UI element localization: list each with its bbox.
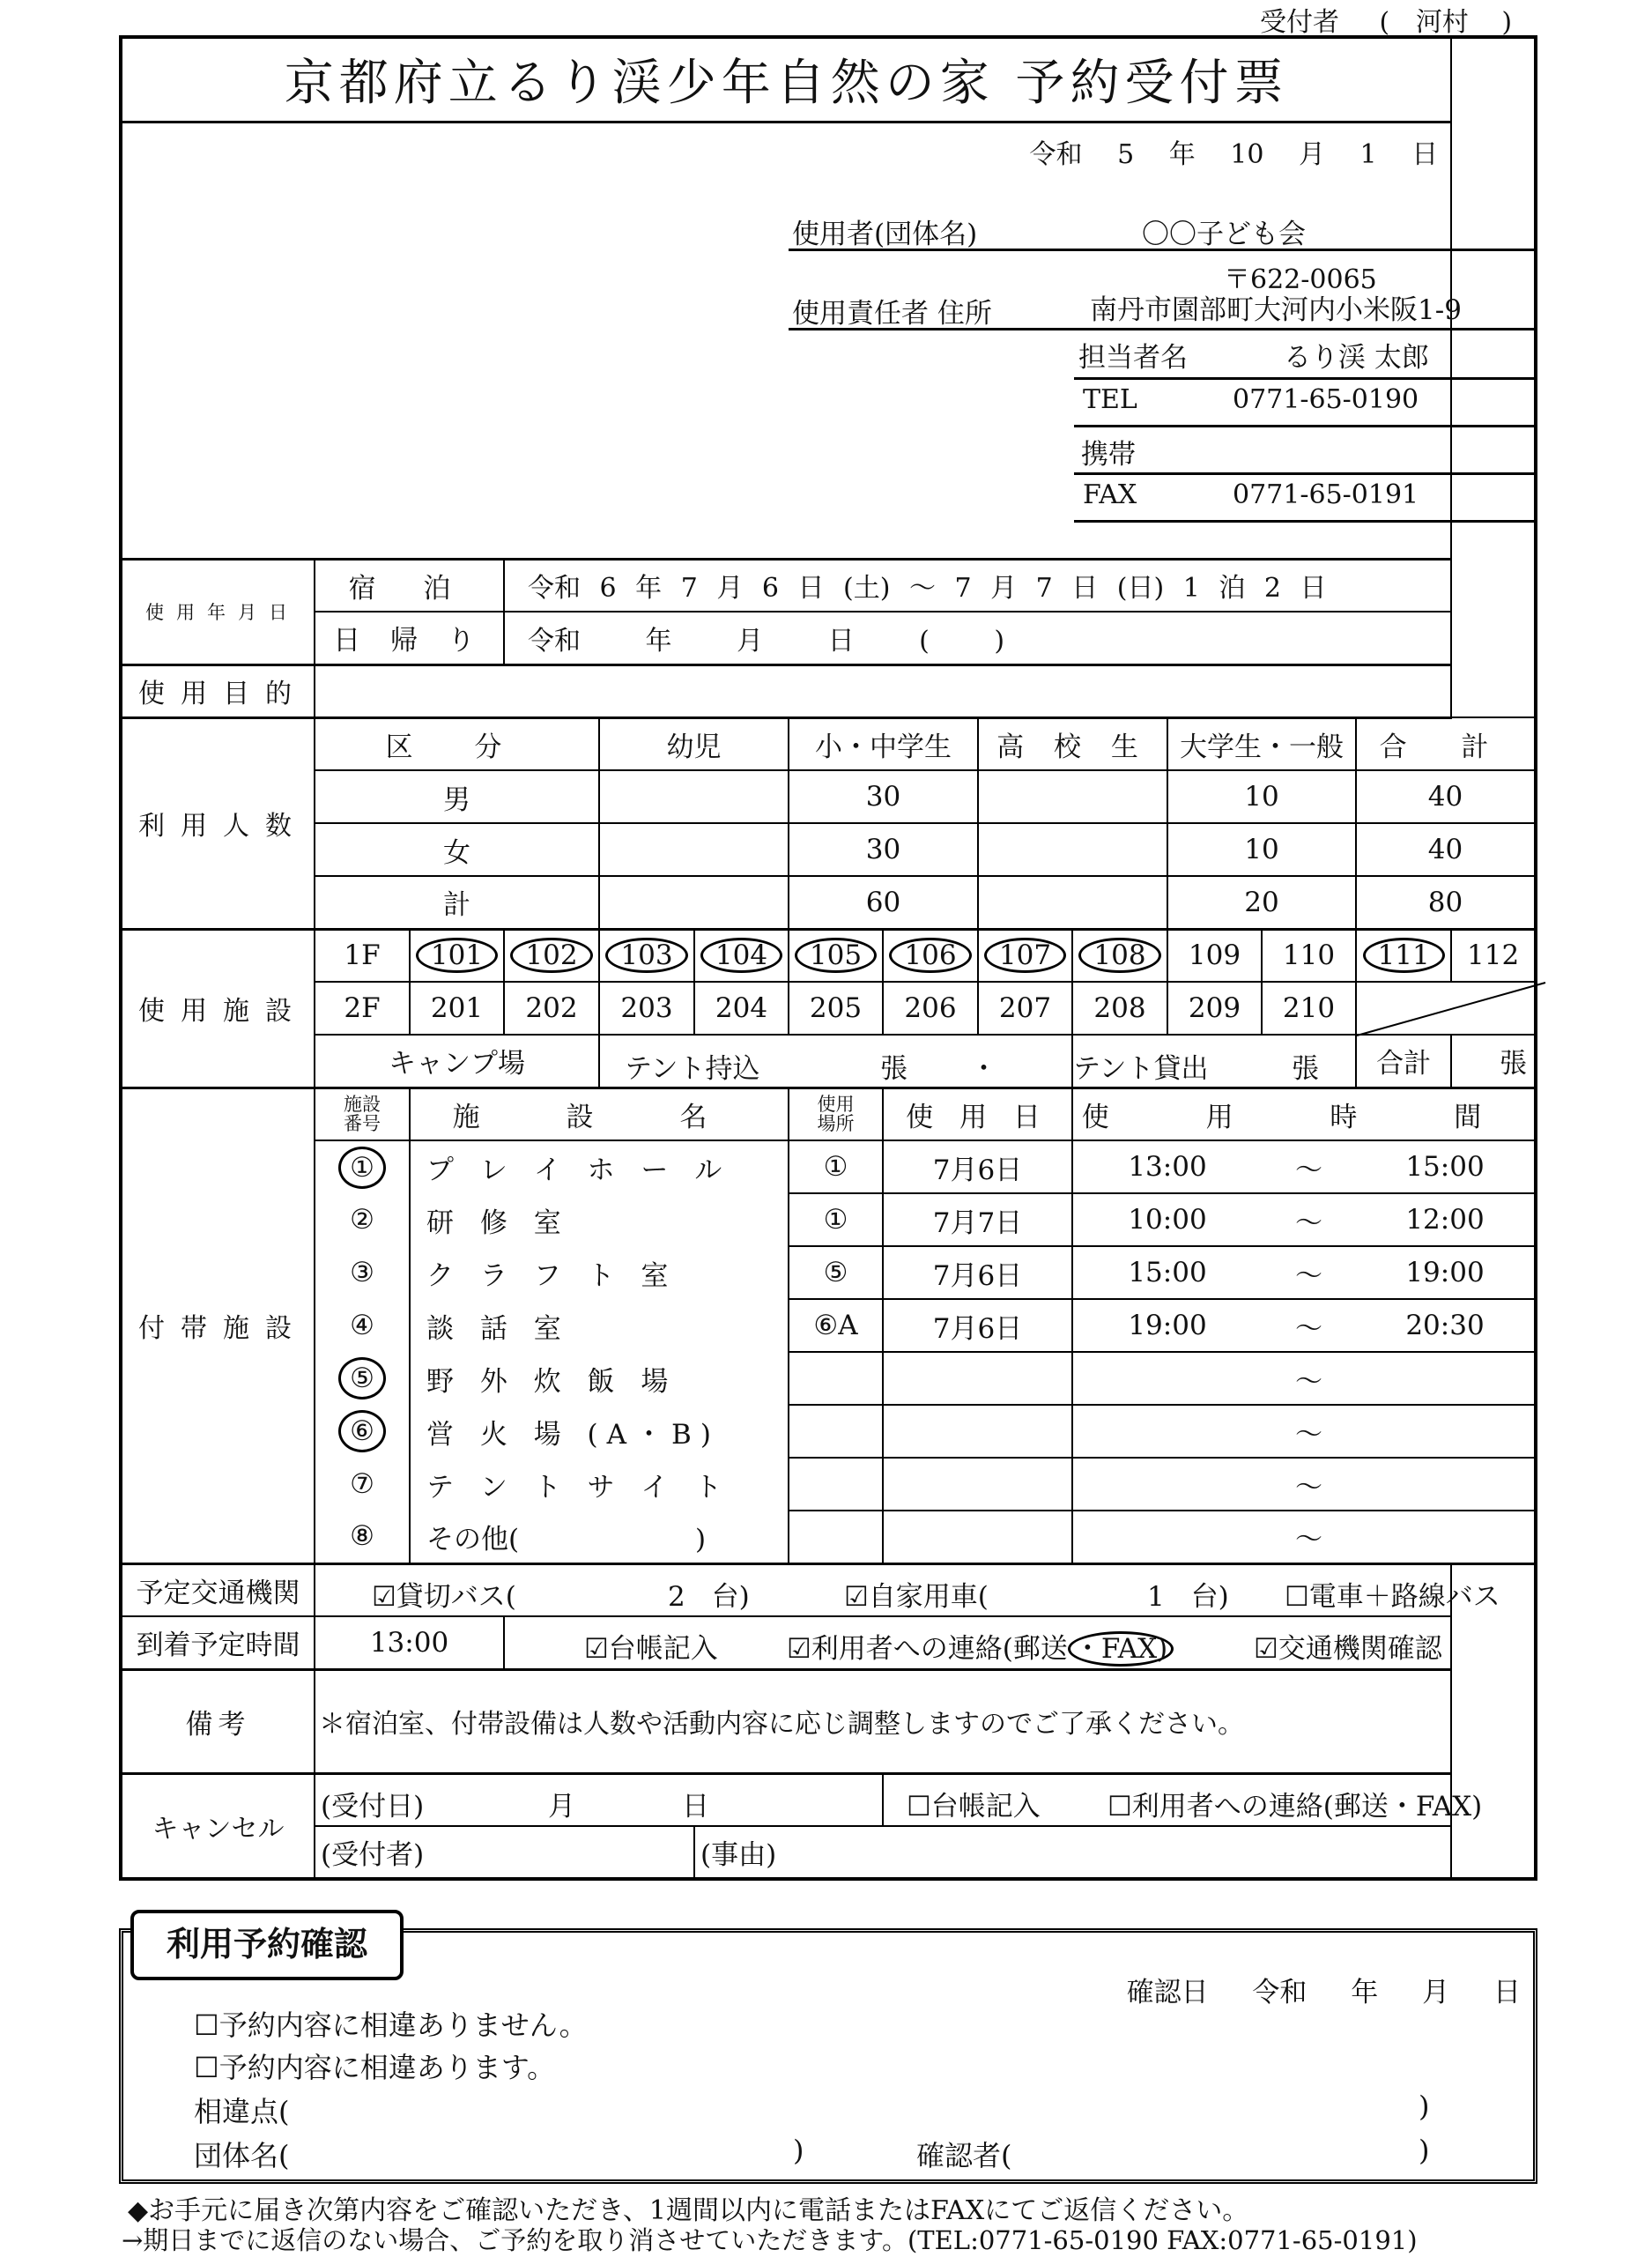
confirmer-close: )	[1419, 2134, 1430, 2167]
room-112[interactable]: 112	[1451, 929, 1536, 982]
group-name: 〇〇子ども会	[1142, 218, 1306, 250]
male-total: 40	[1356, 770, 1536, 823]
col-place: 使用 場所	[789, 1088, 883, 1140]
annex-end-4: 20:30	[1356, 1299, 1536, 1352]
purpose-value[interactable]	[315, 664, 1451, 717]
col-adult: 大学生・一般	[1167, 717, 1356, 770]
cancel-checks	[883, 1773, 1483, 1826]
sum-infant	[599, 876, 789, 929]
tent-own-cell[interactable]	[599, 1035, 1072, 1088]
annex-no-4[interactable]: ④	[315, 1299, 410, 1352]
headcount-label: 利用人数	[121, 717, 315, 929]
annex-place-8	[789, 1511, 883, 1563]
annex-tilde-6: ～	[1262, 1405, 1356, 1458]
confirmer-label: 確認者(	[916, 2139, 1012, 2172]
room-109[interactable]: 109	[1167, 929, 1262, 982]
annex-start-4: 19:00	[1072, 1299, 1262, 1352]
contact-checkbox[interactable]: ☑利用者への連絡(郵送 ・FAX)	[787, 1626, 1174, 1667]
annex-place-7	[789, 1458, 883, 1511]
room-208[interactable]: 208	[1072, 982, 1167, 1035]
purpose-label: 使用目的	[121, 664, 315, 717]
diagonal-slash	[1357, 983, 1545, 1036]
annex-tilde-2: ～	[1262, 1193, 1356, 1246]
female-highschool	[978, 823, 1167, 876]
address-underline	[789, 328, 1537, 330]
traffic-checkbox[interactable]: ☑交通機関確認	[1254, 1633, 1442, 1665]
annex-end-5	[1356, 1352, 1536, 1405]
has-difference-checkbox[interactable]: ☐予約内容に相違あります。	[194, 2051, 556, 2084]
footer-note-1: ◆お手元に届き次第内容をご確認いただき、1週間以内に電話またはFAXにてご返信ください。	[128, 2195, 1249, 2226]
camp-label: キャンプ場	[315, 1035, 599, 1088]
annex-no-8[interactable]: ⑧	[315, 1511, 410, 1563]
annex-name-7: テ ン ト サ イ ト	[410, 1458, 789, 1511]
sum-elementary: 60	[789, 876, 978, 929]
annex-tilde-4: ～	[1262, 1299, 1356, 1352]
confirmation-date: 確認日 令和 年 月 日	[1126, 1977, 1521, 2008]
annex-place-6	[789, 1405, 883, 1458]
separator-dot: ・	[970, 1053, 997, 1085]
annex-place-5	[789, 1352, 883, 1405]
tent-own-unit: 張	[880, 1053, 907, 1085]
cancel-label: キャンセル	[121, 1773, 315, 1879]
col-elementary: 小・中学生	[789, 717, 978, 770]
row-sum-label: 計	[315, 876, 599, 929]
floor2-empty-cell	[1356, 982, 1536, 1035]
cancel-date-cell[interactable]	[315, 1773, 883, 1826]
room-203[interactable]: 203	[599, 982, 694, 1035]
room-205[interactable]: 205	[789, 982, 883, 1035]
annex-name-1: プ レ イ ホ ー ル	[410, 1140, 789, 1193]
annex-start-1: 13:00	[1072, 1140, 1262, 1193]
bus-count: 2 台)	[668, 1580, 750, 1613]
room-101[interactable]: 101	[416, 938, 498, 973]
annex-no-6[interactable]: ⑥	[338, 1410, 386, 1452]
user-info-section	[121, 122, 1462, 559]
annex-start-2: 10:00	[1072, 1193, 1262, 1246]
female-adult: 10	[1167, 823, 1356, 876]
col-facility-name: 施 設 名	[410, 1088, 789, 1140]
receptionist-label: 受付者	[1260, 7, 1339, 38]
annex-name-3: ク ラ フ ト 室	[410, 1246, 789, 1299]
fax-label: FAX	[1083, 479, 1137, 510]
difference-point-close: )	[1419, 2090, 1430, 2123]
sum-highschool	[978, 876, 1167, 929]
tent-rent-label: テント貸出	[1073, 1053, 1209, 1085]
annex-no-1[interactable]: ①	[338, 1147, 386, 1189]
cancel-contact-checkbox[interactable]: ☐利用者への連絡(郵送・FAX)	[1108, 1790, 1483, 1823]
mobile-underline	[1074, 472, 1537, 475]
day-trip-label: 日 帰 り	[315, 612, 504, 664]
stay-dates: 令和 6 年 7 月 6 日 (土) ～ 7 月 7 日 (日) 1 泊 2 日	[504, 559, 1451, 612]
tent-total-unit: 張	[1451, 1035, 1536, 1088]
group-name-close: )	[793, 2134, 804, 2167]
room-201[interactable]: 201	[410, 982, 504, 1035]
room-204[interactable]: 204	[694, 982, 789, 1035]
annex-name-4: 談 話 室	[410, 1299, 789, 1352]
annex-end-7	[1356, 1458, 1536, 1511]
car-count: 1 台)	[1147, 1580, 1229, 1613]
annex-name-6: 営 火 場 (A・B)	[410, 1405, 789, 1458]
annex-start-3: 15:00	[1072, 1246, 1262, 1299]
floor1-label: 1F	[315, 929, 410, 982]
group-underline	[789, 249, 1537, 251]
annex-date-3: 7月6日	[883, 1246, 1072, 1299]
annex-date-5	[883, 1352, 1072, 1405]
col-usage-time: 使 用 時 間	[1072, 1088, 1536, 1140]
cancel-ledger-checkbox[interactable]: ☐台帳記入	[907, 1790, 1041, 1823]
col-highschool: 高 校 生	[978, 717, 1167, 770]
address-label: 使用責任者 住所	[792, 297, 992, 330]
annex-end-8	[1356, 1511, 1536, 1563]
annex-date-4: 7月6日	[883, 1299, 1072, 1352]
annex-tilde-1: ～	[1262, 1140, 1356, 1193]
room-106[interactable]: 106	[889, 938, 971, 973]
tel-label: TEL	[1083, 383, 1137, 415]
room-102[interactable]: 102	[510, 938, 592, 973]
form-title: 京都府立るり渓少年自然の家 予約受付票	[121, 37, 1451, 122]
col-usage-date: 使 用 日	[883, 1088, 1072, 1140]
male-infant	[599, 770, 789, 823]
receptionist-open: (	[1379, 7, 1390, 38]
group-label: 使用者(団体名)	[792, 218, 978, 250]
cancel-person[interactable]: (受付者)	[315, 1826, 694, 1879]
no-difference-checkbox[interactable]: ☐予約内容に相違ありません。	[194, 2008, 588, 2042]
receipt-date: 令和 5 年 10 月 1 日	[1029, 138, 1439, 170]
annex-place-1: ①	[789, 1140, 883, 1193]
footer-note-2: →期日までに返信のない場合、ご予約を取り消させていただきます。(TEL:0771-65-0190 FAX:0771-65-0191)	[122, 2225, 1418, 2255]
group-name-label: 団体名(	[194, 2139, 290, 2172]
fax-circle: ・FAX)	[1068, 1631, 1174, 1667]
room-110[interactable]: 110	[1262, 929, 1356, 982]
col-no: 施設 番号	[315, 1088, 410, 1140]
col-total: 合 計	[1356, 717, 1536, 770]
annex-name-8: その他( )	[410, 1511, 789, 1563]
sum-total: 80	[1356, 876, 1536, 929]
room-206[interactable]: 206	[883, 982, 978, 1035]
remarks-label: 備考	[121, 1669, 315, 1773]
car-checkbox[interactable]: ☑自家用車(	[844, 1580, 989, 1613]
cancel-reason[interactable]: (事由)	[694, 1826, 1451, 1879]
annex-start-8	[1072, 1511, 1262, 1563]
train-checkbox[interactable]: ☐電車＋路線バス	[1285, 1580, 1500, 1613]
room-108[interactable]: 108	[1078, 938, 1160, 973]
room-104[interactable]: 104	[700, 938, 782, 973]
annex-tilde-8: ～	[1262, 1511, 1356, 1563]
annex-start-5	[1072, 1352, 1262, 1405]
annex-date-1: 7月6日	[883, 1140, 1072, 1193]
tent-rent-cell[interactable]	[1072, 1035, 1356, 1088]
annex-end-1: 15:00	[1356, 1140, 1536, 1193]
male-elementary: 30	[789, 770, 978, 823]
female-infant	[599, 823, 789, 876]
annex-place-4: ⑥A	[789, 1299, 883, 1352]
room-207[interactable]: 207	[978, 982, 1072, 1035]
row-female-label: 女	[315, 823, 599, 876]
annex-name-5: 野 外 炊 飯 場	[410, 1352, 789, 1405]
tel-underline	[1074, 425, 1537, 427]
row-male-label: 男	[315, 770, 599, 823]
annex-tilde-5: ～	[1262, 1352, 1356, 1405]
annex-place-3: ⑤	[789, 1246, 883, 1299]
cancel-month: 月	[548, 1790, 575, 1823]
tel-number: 0771-65-0190	[1233, 383, 1419, 415]
room-210[interactable]: 210	[1262, 982, 1356, 1035]
annex-start-6	[1072, 1405, 1262, 1458]
arrival-checks	[504, 1616, 1451, 1669]
room-111[interactable]: 111	[1363, 938, 1445, 973]
annex-date-7	[883, 1458, 1072, 1511]
annex-date-8	[883, 1511, 1072, 1563]
receptionist-close: )	[1501, 7, 1513, 38]
fax-number: 0771-65-0191	[1233, 479, 1419, 510]
annex-start-7	[1072, 1458, 1262, 1511]
mobile-label: 携帯	[1081, 438, 1136, 471]
female-total: 40	[1356, 823, 1536, 876]
annex-tilde-3: ～	[1262, 1246, 1356, 1299]
annex-no-2[interactable]: ②	[315, 1193, 410, 1246]
contact-name: るり渓 太郎	[1284, 341, 1429, 374]
arrival-label: 到着予定時間	[121, 1616, 315, 1669]
transport-options	[315, 1563, 1500, 1616]
arrival-time: 13:00	[315, 1616, 504, 1669]
bus-checkbox[interactable]: ☑貸切バス(	[372, 1580, 516, 1613]
room-209[interactable]: 209	[1167, 982, 1262, 1035]
male-adult: 10	[1167, 770, 1356, 823]
day-trip-dates: 令和 年 月 日 ( )	[504, 612, 1451, 664]
transport-label: 予定交通機関	[121, 1563, 315, 1616]
annex-date-2: 7月7日	[883, 1193, 1072, 1246]
room-202[interactable]: 202	[504, 982, 599, 1035]
col-category: 区 分	[315, 717, 599, 770]
cancel-date-label: (受付日)	[321, 1790, 425, 1823]
tent-total-label: 合計	[1356, 1035, 1451, 1088]
address: 南丹市園部町大河内小米阪1-9	[1090, 293, 1462, 326]
col-infant: 幼児	[599, 717, 789, 770]
usage-dates-label: 使用年月日	[121, 559, 315, 664]
receptionist-line	[1260, 0, 1512, 39]
ledger-checkbox[interactable]: ☑台帳記入	[584, 1633, 718, 1665]
contact-underline	[1074, 377, 1537, 380]
annex-place-2: ①	[789, 1193, 883, 1246]
floor2-label: 2F	[315, 982, 410, 1035]
remarks-text: ＊宿泊室、付帯設備は人数や活動内容に応じ調整しますのでご了承ください。	[315, 1669, 1451, 1773]
sum-adult: 20	[1167, 876, 1356, 929]
annex-end-2: 12:00	[1356, 1193, 1536, 1246]
annex-label: 付帯施設	[121, 1088, 315, 1563]
room-107[interactable]: 107	[984, 938, 1066, 973]
tent-rent-unit: 張	[1292, 1053, 1319, 1085]
tent-own-label: テント持込	[625, 1053, 760, 1085]
difference-point-input[interactable]	[326, 2090, 1401, 2127]
receptionist-name: 河村	[1415, 7, 1469, 38]
annex-end-3: 19:00	[1356, 1246, 1536, 1299]
postal-code: 〒622-0065	[1224, 264, 1377, 295]
male-highschool	[978, 770, 1167, 823]
confirmation-title: 利用予約確認	[130, 1910, 404, 1980]
stay-label: 宿 泊	[315, 559, 504, 612]
difference-point-label: 相違点(	[194, 2095, 290, 2128]
room-103[interactable]: 103	[605, 938, 687, 973]
annex-end-6	[1356, 1405, 1536, 1458]
cancel-day: 日	[682, 1790, 709, 1823]
annex-date-6	[883, 1405, 1072, 1458]
annex-no-7[interactable]: ⑦	[315, 1458, 410, 1511]
annex-no-5[interactable]: ⑤	[338, 1357, 386, 1399]
annex-tilde-7: ～	[1262, 1458, 1356, 1511]
female-elementary: 30	[789, 823, 978, 876]
reservation-form	[119, 35, 1537, 1881]
facilities-label: 使用施設	[121, 929, 315, 1088]
confirmation-box	[119, 1925, 1537, 2184]
room-105[interactable]: 105	[795, 938, 877, 973]
contact-label: 担当者名	[1078, 341, 1188, 374]
annex-name-2: 研 修 室	[410, 1193, 789, 1246]
annex-no-3[interactable]: ③	[315, 1246, 410, 1299]
fax-underline	[1074, 520, 1537, 523]
